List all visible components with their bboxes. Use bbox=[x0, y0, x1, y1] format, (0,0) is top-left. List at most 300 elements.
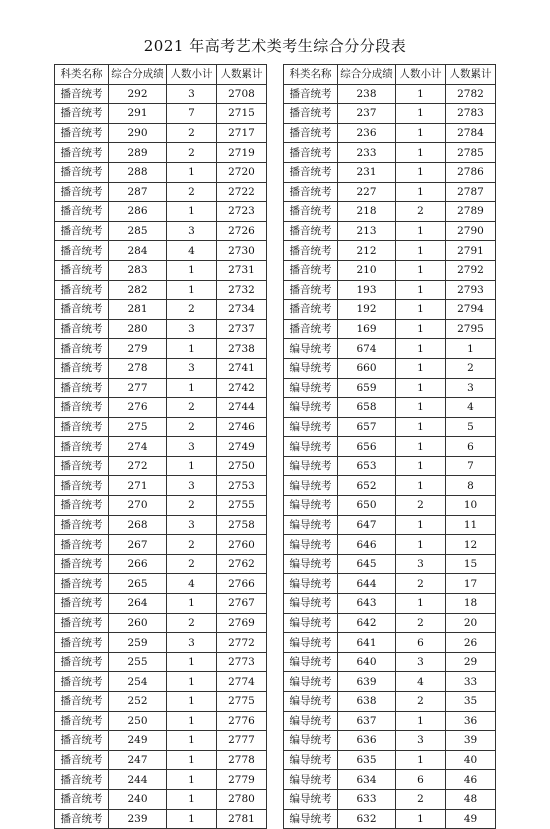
table-row bbox=[55, 339, 267, 359]
count-cell: 1 bbox=[396, 417, 446, 437]
category-cell: 播音统考 bbox=[55, 319, 109, 339]
cumulative-cell: 2782 bbox=[446, 84, 496, 104]
count-cell: 6 bbox=[396, 633, 446, 653]
cumulative-cell: 26 bbox=[446, 633, 496, 653]
cumulative-cell: 2719 bbox=[217, 143, 267, 163]
cumulative-cell: 2715 bbox=[217, 104, 267, 124]
cumulative-cell: 2732 bbox=[217, 280, 267, 300]
table-header-row bbox=[284, 65, 496, 85]
cumulative-cell: 4 bbox=[446, 398, 496, 418]
count-cell: 1 bbox=[396, 84, 446, 104]
count-cell: 1 bbox=[396, 750, 446, 770]
category-cell: 播音统考 bbox=[284, 123, 338, 143]
category-cell: 播音统考 bbox=[284, 319, 338, 339]
score-cell: 290 bbox=[109, 123, 167, 143]
table-row bbox=[55, 809, 267, 829]
cumulative-cell: 2773 bbox=[217, 652, 267, 672]
score-cell: 280 bbox=[109, 319, 167, 339]
score-table-right bbox=[283, 64, 496, 829]
score-cell: 231 bbox=[338, 162, 396, 182]
score-cell: 286 bbox=[109, 202, 167, 222]
category-cell: 编导统考 bbox=[284, 672, 338, 692]
count-cell: 1 bbox=[167, 692, 217, 712]
score-cell: 288 bbox=[109, 162, 167, 182]
category-cell: 播音统考 bbox=[284, 260, 338, 280]
cumulative-cell: 2746 bbox=[217, 417, 267, 437]
cumulative-cell: 2717 bbox=[217, 123, 267, 143]
count-cell: 1 bbox=[396, 143, 446, 163]
cumulative-cell: 2795 bbox=[446, 319, 496, 339]
cumulative-cell: 2738 bbox=[217, 339, 267, 359]
score-cell: 637 bbox=[338, 711, 396, 731]
cumulative-cell: 20 bbox=[446, 613, 496, 633]
score-cell: 657 bbox=[338, 417, 396, 437]
table-row bbox=[284, 613, 496, 633]
count-cell: 2 bbox=[167, 300, 217, 320]
count-cell: 1 bbox=[396, 221, 446, 241]
score-cell: 634 bbox=[338, 770, 396, 790]
score-cell: 259 bbox=[109, 633, 167, 653]
count-cell: 3 bbox=[167, 476, 217, 496]
cumulative-cell: 2744 bbox=[217, 398, 267, 418]
score-cell: 292 bbox=[109, 84, 167, 104]
score-cell: 640 bbox=[338, 652, 396, 672]
table-row bbox=[284, 711, 496, 731]
score-cell: 260 bbox=[109, 613, 167, 633]
count-cell: 3 bbox=[167, 221, 217, 241]
cumulative-cell: 8 bbox=[446, 476, 496, 496]
category-cell: 编导统考 bbox=[284, 437, 338, 457]
score-cell: 264 bbox=[109, 594, 167, 614]
table-row bbox=[284, 182, 496, 202]
category-cell: 播音统考 bbox=[55, 202, 109, 222]
table-row bbox=[55, 398, 267, 418]
cumulative-cell: 1 bbox=[446, 339, 496, 359]
score-cell: 193 bbox=[338, 280, 396, 300]
table-row bbox=[284, 417, 496, 437]
score-cell: 660 bbox=[338, 358, 396, 378]
category-cell: 播音统考 bbox=[55, 809, 109, 829]
cumulative-cell: 2762 bbox=[217, 554, 267, 574]
table-row bbox=[55, 182, 267, 202]
score-cell: 650 bbox=[338, 496, 396, 516]
category-cell: 播音统考 bbox=[55, 182, 109, 202]
cumulative-cell: 2792 bbox=[446, 260, 496, 280]
cumulative-cell: 2749 bbox=[217, 437, 267, 457]
category-cell: 播音统考 bbox=[284, 241, 338, 261]
cumulative-cell: 2726 bbox=[217, 221, 267, 241]
count-cell: 3 bbox=[396, 554, 446, 574]
category-cell: 播音统考 bbox=[55, 574, 109, 594]
score-cell: 278 bbox=[109, 358, 167, 378]
table-row bbox=[284, 398, 496, 418]
category-cell: 播音统考 bbox=[55, 496, 109, 516]
category-cell: 编导统考 bbox=[284, 789, 338, 809]
cumulative-cell: 2778 bbox=[217, 750, 267, 770]
count-cell: 1 bbox=[396, 515, 446, 535]
count-cell: 1 bbox=[396, 437, 446, 457]
category-cell: 播音统考 bbox=[284, 143, 338, 163]
table-row bbox=[55, 692, 267, 712]
score-cell: 641 bbox=[338, 633, 396, 653]
table-row bbox=[284, 84, 496, 104]
score-cell: 633 bbox=[338, 789, 396, 809]
score-cell: 212 bbox=[338, 241, 396, 261]
table-row bbox=[284, 672, 496, 692]
table-row bbox=[55, 378, 267, 398]
category-cell: 编导统考 bbox=[284, 378, 338, 398]
count-cell: 1 bbox=[167, 770, 217, 790]
score-cell: 645 bbox=[338, 554, 396, 574]
count-cell: 1 bbox=[167, 789, 217, 809]
score-cell: 252 bbox=[109, 692, 167, 712]
table-row bbox=[55, 123, 267, 143]
count-cell: 3 bbox=[167, 358, 217, 378]
count-cell: 1 bbox=[396, 123, 446, 143]
category-cell: 播音统考 bbox=[284, 221, 338, 241]
score-cell: 636 bbox=[338, 731, 396, 751]
table-row bbox=[284, 143, 496, 163]
cumulative-cell: 49 bbox=[446, 809, 496, 829]
score-cell: 647 bbox=[338, 515, 396, 535]
count-cell: 1 bbox=[167, 202, 217, 222]
category-cell: 播音统考 bbox=[55, 437, 109, 457]
score-cell: 267 bbox=[109, 535, 167, 555]
table-row bbox=[284, 437, 496, 457]
category-cell: 播音统考 bbox=[284, 84, 338, 104]
category-cell: 编导统考 bbox=[284, 398, 338, 418]
category-cell: 播音统考 bbox=[284, 104, 338, 124]
cumulative-cell: 6 bbox=[446, 437, 496, 457]
cumulative-cell: 2755 bbox=[217, 496, 267, 516]
score-cell: 276 bbox=[109, 398, 167, 418]
table-row bbox=[55, 143, 267, 163]
count-cell: 3 bbox=[167, 515, 217, 535]
cumulative-cell: 2769 bbox=[217, 613, 267, 633]
table-row bbox=[284, 280, 496, 300]
count-cell: 1 bbox=[167, 456, 217, 476]
category-cell: 播音统考 bbox=[55, 84, 109, 104]
table-row bbox=[55, 260, 267, 280]
score-cell: 254 bbox=[109, 672, 167, 692]
table-row bbox=[284, 789, 496, 809]
table-row bbox=[284, 770, 496, 790]
table-row bbox=[55, 319, 267, 339]
score-cell: 659 bbox=[338, 378, 396, 398]
score-cell: 237 bbox=[338, 104, 396, 124]
score-table-left-body bbox=[55, 84, 267, 829]
count-cell: 2 bbox=[167, 554, 217, 574]
category-cell: 播音统考 bbox=[55, 711, 109, 731]
count-cell: 1 bbox=[396, 358, 446, 378]
cumulative-cell: 2777 bbox=[217, 731, 267, 751]
score-cell: 238 bbox=[338, 84, 396, 104]
category-cell: 播音统考 bbox=[284, 300, 338, 320]
score-cell: 271 bbox=[109, 476, 167, 496]
count-cell: 4 bbox=[396, 672, 446, 692]
score-cell: 250 bbox=[109, 711, 167, 731]
score-cell: 270 bbox=[109, 496, 167, 516]
column-header-score: 综合分成绩 bbox=[338, 65, 396, 85]
count-cell: 2 bbox=[396, 574, 446, 594]
category-cell: 编导统考 bbox=[284, 574, 338, 594]
category-cell: 播音统考 bbox=[55, 770, 109, 790]
category-cell: 播音统考 bbox=[55, 633, 109, 653]
count-cell: 1 bbox=[396, 594, 446, 614]
cumulative-cell: 2794 bbox=[446, 300, 496, 320]
category-cell: 编导统考 bbox=[284, 339, 338, 359]
category-cell: 编导统考 bbox=[284, 358, 338, 378]
score-cell: 272 bbox=[109, 456, 167, 476]
count-cell: 3 bbox=[396, 652, 446, 672]
cumulative-cell: 40 bbox=[446, 750, 496, 770]
count-cell: 1 bbox=[396, 260, 446, 280]
cumulative-cell: 2730 bbox=[217, 241, 267, 261]
score-cell: 277 bbox=[109, 378, 167, 398]
score-cell: 658 bbox=[338, 398, 396, 418]
cumulative-cell: 2790 bbox=[446, 221, 496, 241]
cumulative-cell: 2760 bbox=[217, 535, 267, 555]
table-row bbox=[284, 554, 496, 574]
score-cell: 233 bbox=[338, 143, 396, 163]
table-row bbox=[55, 515, 267, 535]
table-row bbox=[284, 633, 496, 653]
score-cell: 653 bbox=[338, 456, 396, 476]
score-cell: 635 bbox=[338, 750, 396, 770]
count-cell: 1 bbox=[167, 162, 217, 182]
table-row bbox=[55, 613, 267, 633]
table-row bbox=[284, 750, 496, 770]
category-cell: 播音统考 bbox=[55, 241, 109, 261]
count-cell: 2 bbox=[167, 535, 217, 555]
count-cell: 1 bbox=[396, 280, 446, 300]
cumulative-cell: 36 bbox=[446, 711, 496, 731]
count-cell: 2 bbox=[396, 789, 446, 809]
table-row bbox=[55, 241, 267, 261]
category-cell: 播音统考 bbox=[55, 515, 109, 535]
count-cell: 1 bbox=[396, 535, 446, 555]
cumulative-cell: 2783 bbox=[446, 104, 496, 124]
score-cell: 639 bbox=[338, 672, 396, 692]
cumulative-cell: 7 bbox=[446, 456, 496, 476]
category-cell: 编导统考 bbox=[284, 456, 338, 476]
cumulative-cell: 2775 bbox=[217, 692, 267, 712]
table-row bbox=[55, 456, 267, 476]
category-cell: 播音统考 bbox=[55, 789, 109, 809]
score-cell: 674 bbox=[338, 339, 396, 359]
count-cell: 2 bbox=[396, 692, 446, 712]
count-cell: 2 bbox=[396, 496, 446, 516]
cumulative-cell: 15 bbox=[446, 554, 496, 574]
category-cell: 编导统考 bbox=[284, 515, 338, 535]
table-row bbox=[55, 358, 267, 378]
count-cell: 3 bbox=[167, 633, 217, 653]
table-row bbox=[55, 496, 267, 516]
category-cell: 编导统考 bbox=[284, 633, 338, 653]
category-cell: 编导统考 bbox=[284, 750, 338, 770]
count-cell: 2 bbox=[396, 202, 446, 222]
table-row bbox=[284, 241, 496, 261]
table-row bbox=[284, 476, 496, 496]
score-cell: 287 bbox=[109, 182, 167, 202]
table-row bbox=[55, 672, 267, 692]
score-cell: 265 bbox=[109, 574, 167, 594]
table-row bbox=[55, 554, 267, 574]
category-cell: 播音统考 bbox=[55, 456, 109, 476]
table-row bbox=[55, 202, 267, 222]
table-row bbox=[284, 104, 496, 124]
count-cell: 2 bbox=[167, 143, 217, 163]
category-cell: 播音统考 bbox=[55, 143, 109, 163]
score-cell: 274 bbox=[109, 437, 167, 457]
cumulative-cell: 10 bbox=[446, 496, 496, 516]
category-cell: 编导统考 bbox=[284, 594, 338, 614]
category-cell: 播音统考 bbox=[55, 123, 109, 143]
table-row bbox=[284, 692, 496, 712]
category-cell: 播音统考 bbox=[284, 182, 338, 202]
score-cell: 638 bbox=[338, 692, 396, 712]
cumulative-cell: 29 bbox=[446, 652, 496, 672]
cumulative-cell: 2784 bbox=[446, 123, 496, 143]
count-cell: 1 bbox=[167, 731, 217, 751]
count-cell: 1 bbox=[396, 809, 446, 829]
count-cell: 2 bbox=[167, 417, 217, 437]
category-cell: 播音统考 bbox=[55, 613, 109, 633]
score-cell: 247 bbox=[109, 750, 167, 770]
category-cell: 编导统考 bbox=[284, 476, 338, 496]
category-cell: 播音统考 bbox=[284, 202, 338, 222]
table-row bbox=[284, 535, 496, 555]
count-cell: 6 bbox=[396, 770, 446, 790]
cumulative-cell: 2780 bbox=[217, 789, 267, 809]
cumulative-cell: 2741 bbox=[217, 358, 267, 378]
cumulative-cell: 2772 bbox=[217, 633, 267, 653]
count-cell: 1 bbox=[167, 652, 217, 672]
table-row bbox=[284, 594, 496, 614]
count-cell: 1 bbox=[396, 241, 446, 261]
cumulative-cell: 2766 bbox=[217, 574, 267, 594]
cumulative-cell: 2793 bbox=[446, 280, 496, 300]
count-cell: 1 bbox=[167, 378, 217, 398]
count-cell: 1 bbox=[396, 339, 446, 359]
cumulative-cell: 2789 bbox=[446, 202, 496, 222]
count-cell: 1 bbox=[167, 809, 217, 829]
table-row bbox=[55, 594, 267, 614]
score-cell: 192 bbox=[338, 300, 396, 320]
count-cell: 1 bbox=[396, 182, 446, 202]
count-cell: 3 bbox=[167, 84, 217, 104]
cumulative-cell: 2720 bbox=[217, 162, 267, 182]
score-cell: 281 bbox=[109, 300, 167, 320]
category-cell: 播音统考 bbox=[55, 378, 109, 398]
score-cell: 240 bbox=[109, 789, 167, 809]
category-cell: 播音统考 bbox=[55, 554, 109, 574]
category-cell: 播音统考 bbox=[55, 692, 109, 712]
table-row bbox=[55, 300, 267, 320]
cumulative-cell: 2734 bbox=[217, 300, 267, 320]
count-cell: 2 bbox=[167, 123, 217, 143]
score-cell: 255 bbox=[109, 652, 167, 672]
table-row bbox=[55, 476, 267, 496]
column-header-count: 人数小计 bbox=[396, 65, 446, 85]
score-cell: 643 bbox=[338, 594, 396, 614]
table-row bbox=[55, 84, 267, 104]
cumulative-cell: 2731 bbox=[217, 260, 267, 280]
count-cell: 7 bbox=[167, 104, 217, 124]
score-cell: 646 bbox=[338, 535, 396, 555]
cumulative-cell: 18 bbox=[446, 594, 496, 614]
table-row bbox=[284, 456, 496, 476]
table-row bbox=[55, 789, 267, 809]
count-cell: 2 bbox=[167, 496, 217, 516]
table-row bbox=[55, 731, 267, 751]
count-cell: 3 bbox=[167, 437, 217, 457]
table-row bbox=[284, 339, 496, 359]
table-row bbox=[284, 496, 496, 516]
count-cell: 1 bbox=[167, 280, 217, 300]
table-row bbox=[55, 535, 267, 555]
cumulative-cell: 2776 bbox=[217, 711, 267, 731]
count-cell: 1 bbox=[167, 594, 217, 614]
table-row bbox=[55, 770, 267, 790]
count-cell: 1 bbox=[396, 162, 446, 182]
score-cell: 289 bbox=[109, 143, 167, 163]
score-cell: 218 bbox=[338, 202, 396, 222]
table-row bbox=[55, 633, 267, 653]
cumulative-cell: 39 bbox=[446, 731, 496, 751]
count-cell: 1 bbox=[167, 260, 217, 280]
column-header-category: 科类名称 bbox=[55, 65, 109, 85]
category-cell: 播音统考 bbox=[55, 339, 109, 359]
count-cell: 1 bbox=[167, 711, 217, 731]
count-cell: 1 bbox=[396, 398, 446, 418]
count-cell: 2 bbox=[167, 182, 217, 202]
cumulative-cell: 2774 bbox=[217, 672, 267, 692]
table-row bbox=[55, 711, 267, 731]
cumulative-cell: 2787 bbox=[446, 182, 496, 202]
table-row bbox=[284, 731, 496, 751]
score-cell: 644 bbox=[338, 574, 396, 594]
cumulative-cell: 12 bbox=[446, 535, 496, 555]
cumulative-cell: 11 bbox=[446, 515, 496, 535]
category-cell: 编导统考 bbox=[284, 692, 338, 712]
score-cell: 210 bbox=[338, 260, 396, 280]
table-row bbox=[284, 809, 496, 829]
cumulative-cell: 2 bbox=[446, 358, 496, 378]
category-cell: 编导统考 bbox=[284, 496, 338, 516]
table-row bbox=[55, 162, 267, 182]
score-cell: 249 bbox=[109, 731, 167, 751]
table-row bbox=[284, 260, 496, 280]
cumulative-cell: 48 bbox=[446, 789, 496, 809]
table-row bbox=[284, 319, 496, 339]
count-cell: 4 bbox=[167, 574, 217, 594]
category-cell: 编导统考 bbox=[284, 417, 338, 437]
category-cell: 播音统考 bbox=[284, 162, 338, 182]
table-row bbox=[55, 221, 267, 241]
category-cell: 播音统考 bbox=[55, 476, 109, 496]
category-cell: 编导统考 bbox=[284, 711, 338, 731]
category-cell: 播音统考 bbox=[55, 358, 109, 378]
score-cell: 213 bbox=[338, 221, 396, 241]
cumulative-cell: 46 bbox=[446, 770, 496, 790]
cumulative-cell: 2791 bbox=[446, 241, 496, 261]
cumulative-cell: 2785 bbox=[446, 143, 496, 163]
table-row bbox=[55, 574, 267, 594]
score-table-right-body bbox=[284, 84, 496, 829]
score-cell: 282 bbox=[109, 280, 167, 300]
category-cell: 播音统考 bbox=[55, 162, 109, 182]
